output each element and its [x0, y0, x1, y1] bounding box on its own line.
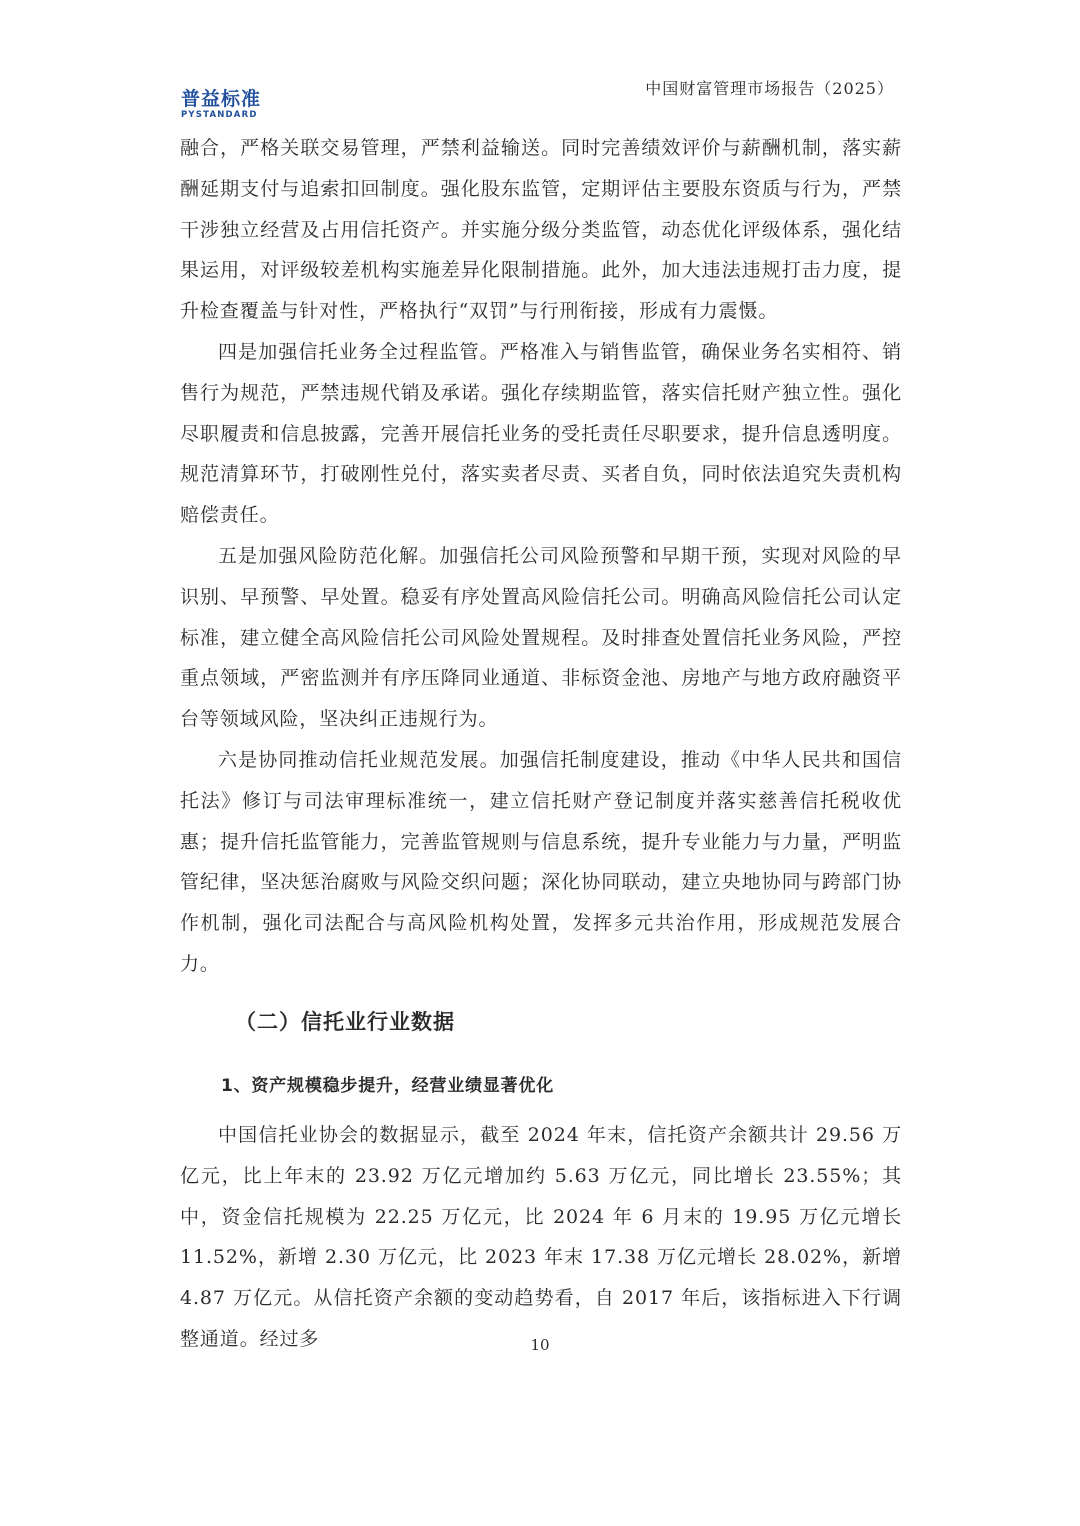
logo-chinese-name: 普益标准	[181, 88, 262, 110]
section-heading: （二）信托业行业数据	[235, 1010, 455, 1034]
paragraph-item-six: 六是协同推动信托业规范发展。加强信托制度建设，推动《中华人民共和国信托法》修订与司法审理标准统一，建立信托财产登记制度并落实慈善信托税收优惠；提升信托监管能力，完善监管规则与信息系统，提升专业能力与力量，严明监管纪律，坚决惩治腐败与风险交织问题；深化协同联动，建立央地协同与跨部门协作机制，强化司法配合与高风险机构处置，发挥多元共治作用，形成规范发展合力。	[180, 748, 902, 975]
paragraph-item-five: 五是加强风险防范化解。加强信托公司风险预警和早期干预，实现对风险的早识别、早预警、早处置。稳妥有序处置高风险信托公司。明确高风险信托公司认定标准，建立健全高风险信托公司风险处置规程。及时排查处置信托业务风险，严控重点领域，严密监测并有序压降同业通道、非标资金池、房地产与地方政府融资平台等领域风险，坚决纠正违规行为。	[180, 544, 902, 731]
page-number: 10	[530, 1336, 550, 1354]
logo-english-name: PYSTANDARD	[181, 110, 258, 120]
paragraph-trust-data: 中国信托业协会的数据显示，截至 2024 年末，信托资产余额共计 29.56 万亿元，比上年末的 23.92 万亿元增加约 5.63 万亿元，同比增长 23.55%；其中，资金信托规模为 22.25 万亿元，比 2024 年 6 月末的 19.95 万亿元增长 11.52%，新增 2.30 万亿元，比 2023 年末 17.38 万亿元增长 28.02%，新增 4.87 万亿元。从信托资产余额的变动趋势看，自 2017 年后，该指标进入下行调整通道。经过多	[180, 1124, 902, 1350]
paragraph-item-four: 四是加强信托业务全过程监管。严格准入与销售监管，确保业务名实相符、销售行为规范，严禁违规代销及承诺。强化存续期监管，落实信托财产独立性。强化尽职履责和信息披露，完善开展信托业务的受托责任尽职要求，提升信息透明度。规范清算环节，打破刚性兑付，落实卖者尽责、买者自负，同时依法追究失责机构赔偿责任。	[180, 340, 902, 527]
body-text-bottom	[180, 1115, 902, 1360]
company-logo	[181, 88, 261, 120]
report-title: 中国财富管理市场报告（2025）	[645, 79, 894, 98]
paragraph-continuation: 融合，严格关联交易管理，严禁利益输送。同时完善绩效评价与薪酬机制，落实薪酬延期支付与追索扣回制度。强化股东监管，定期评估主要股东资质与行为，严禁干涉独立经营及占用信托资产。并实施分级分类监管，动态优化评级体系，强化结果运用，对评级较差机构实施差异化限制措施。此外，加大违法违规打击力度，提升检查覆盖与针对性，严格执行“双罚”与行刑衔接，形成有力震慑。	[180, 137, 902, 323]
subsection-heading: 1、资产规模稳步提升，经营业绩显著优化	[221, 1076, 555, 1096]
body-text-top	[180, 128, 902, 985]
